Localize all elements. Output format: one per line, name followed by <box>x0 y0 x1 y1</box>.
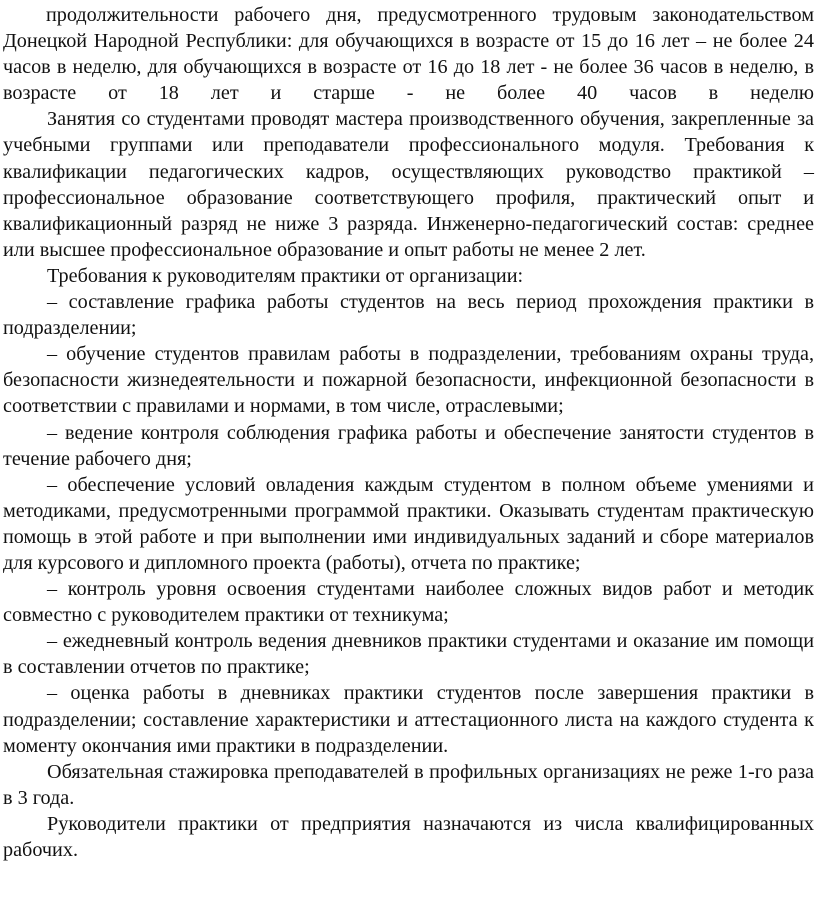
paragraph-requirements-heading: Требования к руководителям практики от организации: <box>47 264 524 287</box>
paragraph-working-hours: продолжительности рабочего дня, предусмотренного трудовым законодательством Донецкой Народной Республики: для обучающихся в возрасте от 15 до 16 лет – не более 24 часов в неделю, для обучающихся в возрасте от 16 до 18 лет - не более 36 часов в неделю, в возрасте от 18 лет и старше - не более 40 часов в неделю <box>3 4 814 105</box>
paragraph-instructors: Занятия со студентами проводят мастера производственного обучения, закрепленные за учебными группами или преподаватели профессионального модуля. Требования к квалификации педагогических кадров, осуществляющих руководство практикой – профессиональное образование соответствующего профиля, практический опыт и квалификационный разряд не ниже 3 разряда. Инженерно-педагогический состав: среднее или высшее профессиональное образование и опыт работы не менее 2 лет. <box>3 108 814 261</box>
paragraph-internship: Обязательная стажировка преподавателей в профильных организациях не реже 1-го раза в 3 года. <box>3 760 814 809</box>
list-item-skills-support: – обеспечение условий овладения каждым студентом в полном объеме умениями и методиками, предусмотренными программой практики. Оказывать студентам практическую помощь в этой работе и при выполнении ими индивидуальных заданий и сборе материалов для курсового и дипломного проекта (работы), отчета по практике; <box>3 473 814 574</box>
list-item-safety-training: – обучение студентов правилам работы в подразделении, требованиям охраны труда, безопасности жизнедеятельности и пожарной безопасности, инфекционной безопасности в соответствии с правилами и нормами, в том числе, отраслевыми; <box>3 343 814 418</box>
list-item-evaluation: – оценка работы в дневниках практики студентов после завершения практики в подразделении; составление характеристики и аттестационного листа на каждого студента к моменту окончания ими практики в подразделении. <box>3 682 814 757</box>
list-item-schedule-control: – ведение контроля соблюдения графика работы и обеспечение занятости студентов в течение рабочего дня; <box>3 421 814 470</box>
paragraph-supervisors: Руководители практики от предприятия назначаются из числа квалифицированных рабочих. <box>3 812 814 861</box>
list-item-schedule: – составление графика работы студентов на весь период прохождения практики в подразделении; <box>3 291 814 340</box>
list-item-level-control: – контроль уровня освоения студентами наиболее сложных видов работ и методик совместно с руководителем практики от техникума; <box>3 578 814 627</box>
list-item-diary-control: – ежедневный контроль ведения дневников практики студентами и оказание им помощи в составлении отчетов по практике; <box>3 630 814 679</box>
